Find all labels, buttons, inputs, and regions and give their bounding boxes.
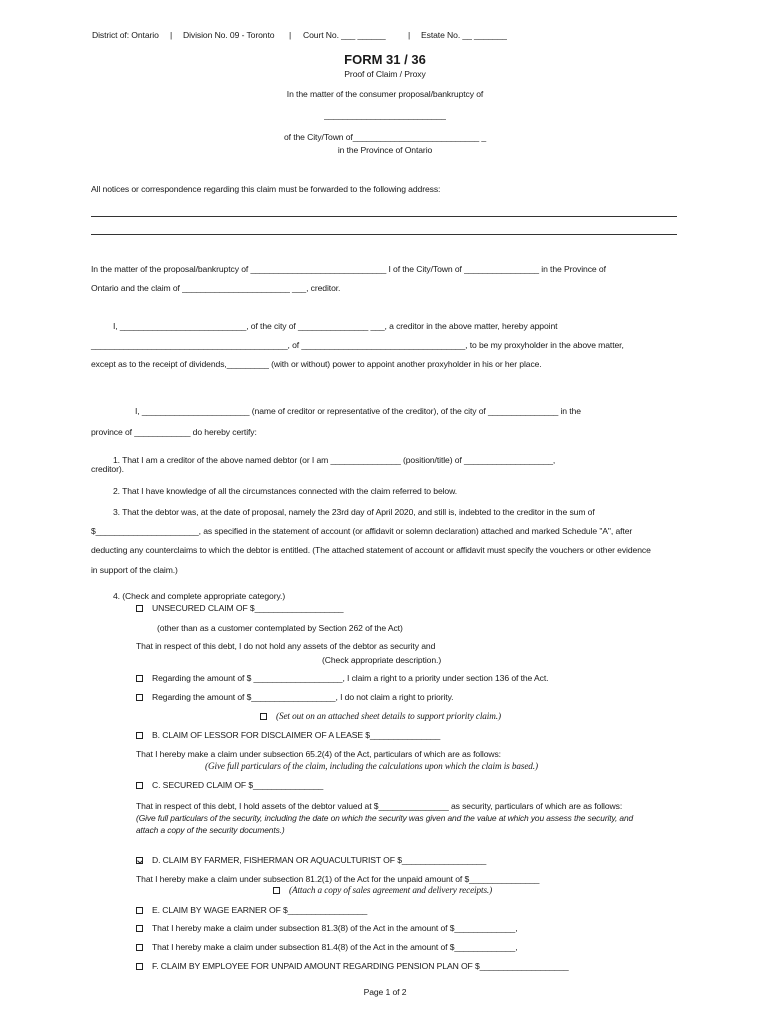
p1-line2: Ontario and the claim of _______________________ ___, creditor. <box>91 283 341 293</box>
priority-1[interactable] <box>136 673 548 683</box>
security-line1: That in respect of this debt, I do not hold any assets of the debtor as security and <box>136 641 436 651</box>
wage-2-checkbox[interactable] <box>136 944 143 951</box>
claim-farmer[interactable] <box>136 855 486 865</box>
security-line2: (Check appropriate description.) <box>322 655 442 665</box>
city-line: of the City/Town of___________________________ _ <box>283 132 487 142</box>
item-3-line4: in support of the claim.) <box>91 565 178 575</box>
p2-line3: except as to the receipt of dividends,_________ (with or without) power to appoint another proxyholder in his or her place. <box>91 359 542 369</box>
claim-unsecured[interactable] <box>136 603 343 613</box>
claim-pension[interactable] <box>136 961 569 971</box>
p2-line2: __________________________________________, of ___________________________________, to be my proxyholder in the above matter, <box>91 340 624 350</box>
pension-checkbox[interactable] <box>136 963 143 970</box>
form-title: FORM 31 / 36 <box>344 52 426 67</box>
item-2: 2. That I have knowledge of all the circumstances connected with the claim referred to below. <box>113 486 458 496</box>
claim-secured[interactable] <box>136 780 323 790</box>
priority-2[interactable] <box>136 692 453 702</box>
wage-2[interactable] <box>136 942 518 952</box>
header-sep-2: | <box>289 30 292 40</box>
priority-note-label: (Set out on an attached sheet details to support priority claim.) <box>276 711 501 721</box>
unsecured-label: UNSECURED CLAIM OF $___________________ <box>152 603 344 613</box>
pension-label: F. CLAIM BY EMPLOYEE FOR UNPAID AMOUNT REGARDING PENSION PLAN OF $___________________ <box>152 961 569 971</box>
matter-blank: __________________________ <box>324 110 446 120</box>
header-estate: Estate No. __ _______ <box>421 30 507 40</box>
farmer-checkbox[interactable] <box>136 857 143 864</box>
secured-note-2: attach a copy of the security documents.) <box>136 825 285 835</box>
farmer-note-label: (Attach a copy of sales agreement and delivery receipts.) <box>289 885 493 895</box>
claim-wage[interactable] <box>136 905 367 915</box>
item-3-line3: deducting any counterclaims to which the debtor is entitled. (The attached statement of account or affidavit must specify the vouchers or other evidence <box>91 545 651 555</box>
address-line-1 <box>91 216 677 217</box>
wage-2-label: That I hereby make a claim under subsection 81.4(8) of the Act in the amount of $_____________, <box>152 942 518 952</box>
priority-note[interactable] <box>260 711 501 721</box>
wage-1-label: That I hereby make a claim under subsection 81.3(8) of the Act in the amount of $_____________, <box>152 923 518 933</box>
farmer-note-checkbox[interactable] <box>273 887 280 894</box>
item-3-line1: 3. That the debtor was, at the date of proposal, namely the 23rd day of April 2020, and still is, indebted to the creditor in the sum of <box>113 507 595 517</box>
lessor-note: (Give full particulars of the claim, including the calculations upon which the claim is based.) <box>205 761 538 771</box>
farmer-note[interactable] <box>273 885 492 895</box>
priority-2-checkbox[interactable] <box>136 694 143 701</box>
farmer-label: D. CLAIM BY FARMER, FISHERMAN OR AQUACULTURIST OF $__________________ <box>152 855 487 865</box>
priority-1-checkbox[interactable] <box>136 675 143 682</box>
header-sep-3: | <box>408 30 411 40</box>
header-district: District of: Ontario <box>92 30 159 40</box>
wage-label: E. CLAIM BY WAGE EARNER OF $_________________ <box>152 905 368 915</box>
wage-1[interactable] <box>136 923 518 933</box>
item-1-line2: creditor). <box>91 464 124 474</box>
p2-line1: I, ___________________________, of the city of _______________ ___, a creditor in the above matter, hereby appoint <box>113 321 558 331</box>
secured-text: That in respect of this debt, I hold assets of the debtor valued at $_______________ as security, particulars of which are as follows: <box>136 801 623 811</box>
header-court: Court No. ___ ______ <box>303 30 386 40</box>
address-line-2 <box>91 234 677 235</box>
priority-note-checkbox[interactable] <box>260 713 267 720</box>
page-number: Page 1 of 2 <box>363 987 407 997</box>
province-line: in the Province of Ontario <box>337 145 433 155</box>
notices-text: All notices or correspondence regarding this claim must be forwarded to the following address: <box>91 184 441 194</box>
form-subtitle: Proof of Claim / Proxy <box>344 69 426 79</box>
unsecured-checkbox[interactable] <box>136 605 143 612</box>
lessor-checkbox[interactable] <box>136 732 143 739</box>
wage-1-checkbox[interactable] <box>136 925 143 932</box>
priority-2-label: Regarding the amount of $__________________, I do not claim a right to priority. <box>152 692 454 702</box>
header-division: Division No. 09 - Toronto <box>183 30 275 40</box>
lessor-text: That I hereby make a claim under subsection 65.2(4) of the Act, particulars of which are as follows: <box>136 749 501 759</box>
secured-label: C. SECURED CLAIM OF $_______________ <box>152 780 324 790</box>
item-1-line1: 1. That I am a creditor of the above named debtor (or I am _______________ (position/title) of ___________________, <box>113 455 556 465</box>
item-4: 4. (Check and complete appropriate category.) <box>113 591 286 601</box>
p3-line2: province of ____________ do hereby certify: <box>91 427 257 437</box>
p3-line1: I, _______________________ (name of creditor or representative of the creditor), of the city of _______________ in the <box>135 406 581 416</box>
farmer-text: That I hereby make a claim under subsection 81.2(1) of the Act for the unpaid amount of $_______________ <box>136 874 540 884</box>
claim-lessor[interactable] <box>136 730 440 740</box>
item-3-line2: $______________________, as specified in the statement of account (or affidavit or solemn declaration) attached and marked Schedule "A", after <box>91 526 633 536</box>
secured-checkbox[interactable] <box>136 782 143 789</box>
wage-checkbox[interactable] <box>136 907 143 914</box>
secured-note-1: (Give full particulars of the security, including the date on which the security was given and the value at which you assess the security, and <box>136 813 634 823</box>
p1-line1: In the matter of the proposal/bankruptcy of _____________________________ I of the City/Town of ________________ in the Province of <box>91 264 606 274</box>
priority-1-label: Regarding the amount of $ ___________________, I claim a right to a priority under section 136 of the Act. <box>152 673 549 683</box>
lessor-label: B. CLAIM OF LESSOR FOR DISCLAIMER OF A LEASE $_______________ <box>152 730 441 740</box>
matter-text: In the matter of the consumer proposal/bankruptcy of <box>286 89 484 99</box>
header-sep-1: | <box>170 30 173 40</box>
unsecured-note: (other than as a customer contemplated by Section 262 of the Act) <box>157 623 403 633</box>
